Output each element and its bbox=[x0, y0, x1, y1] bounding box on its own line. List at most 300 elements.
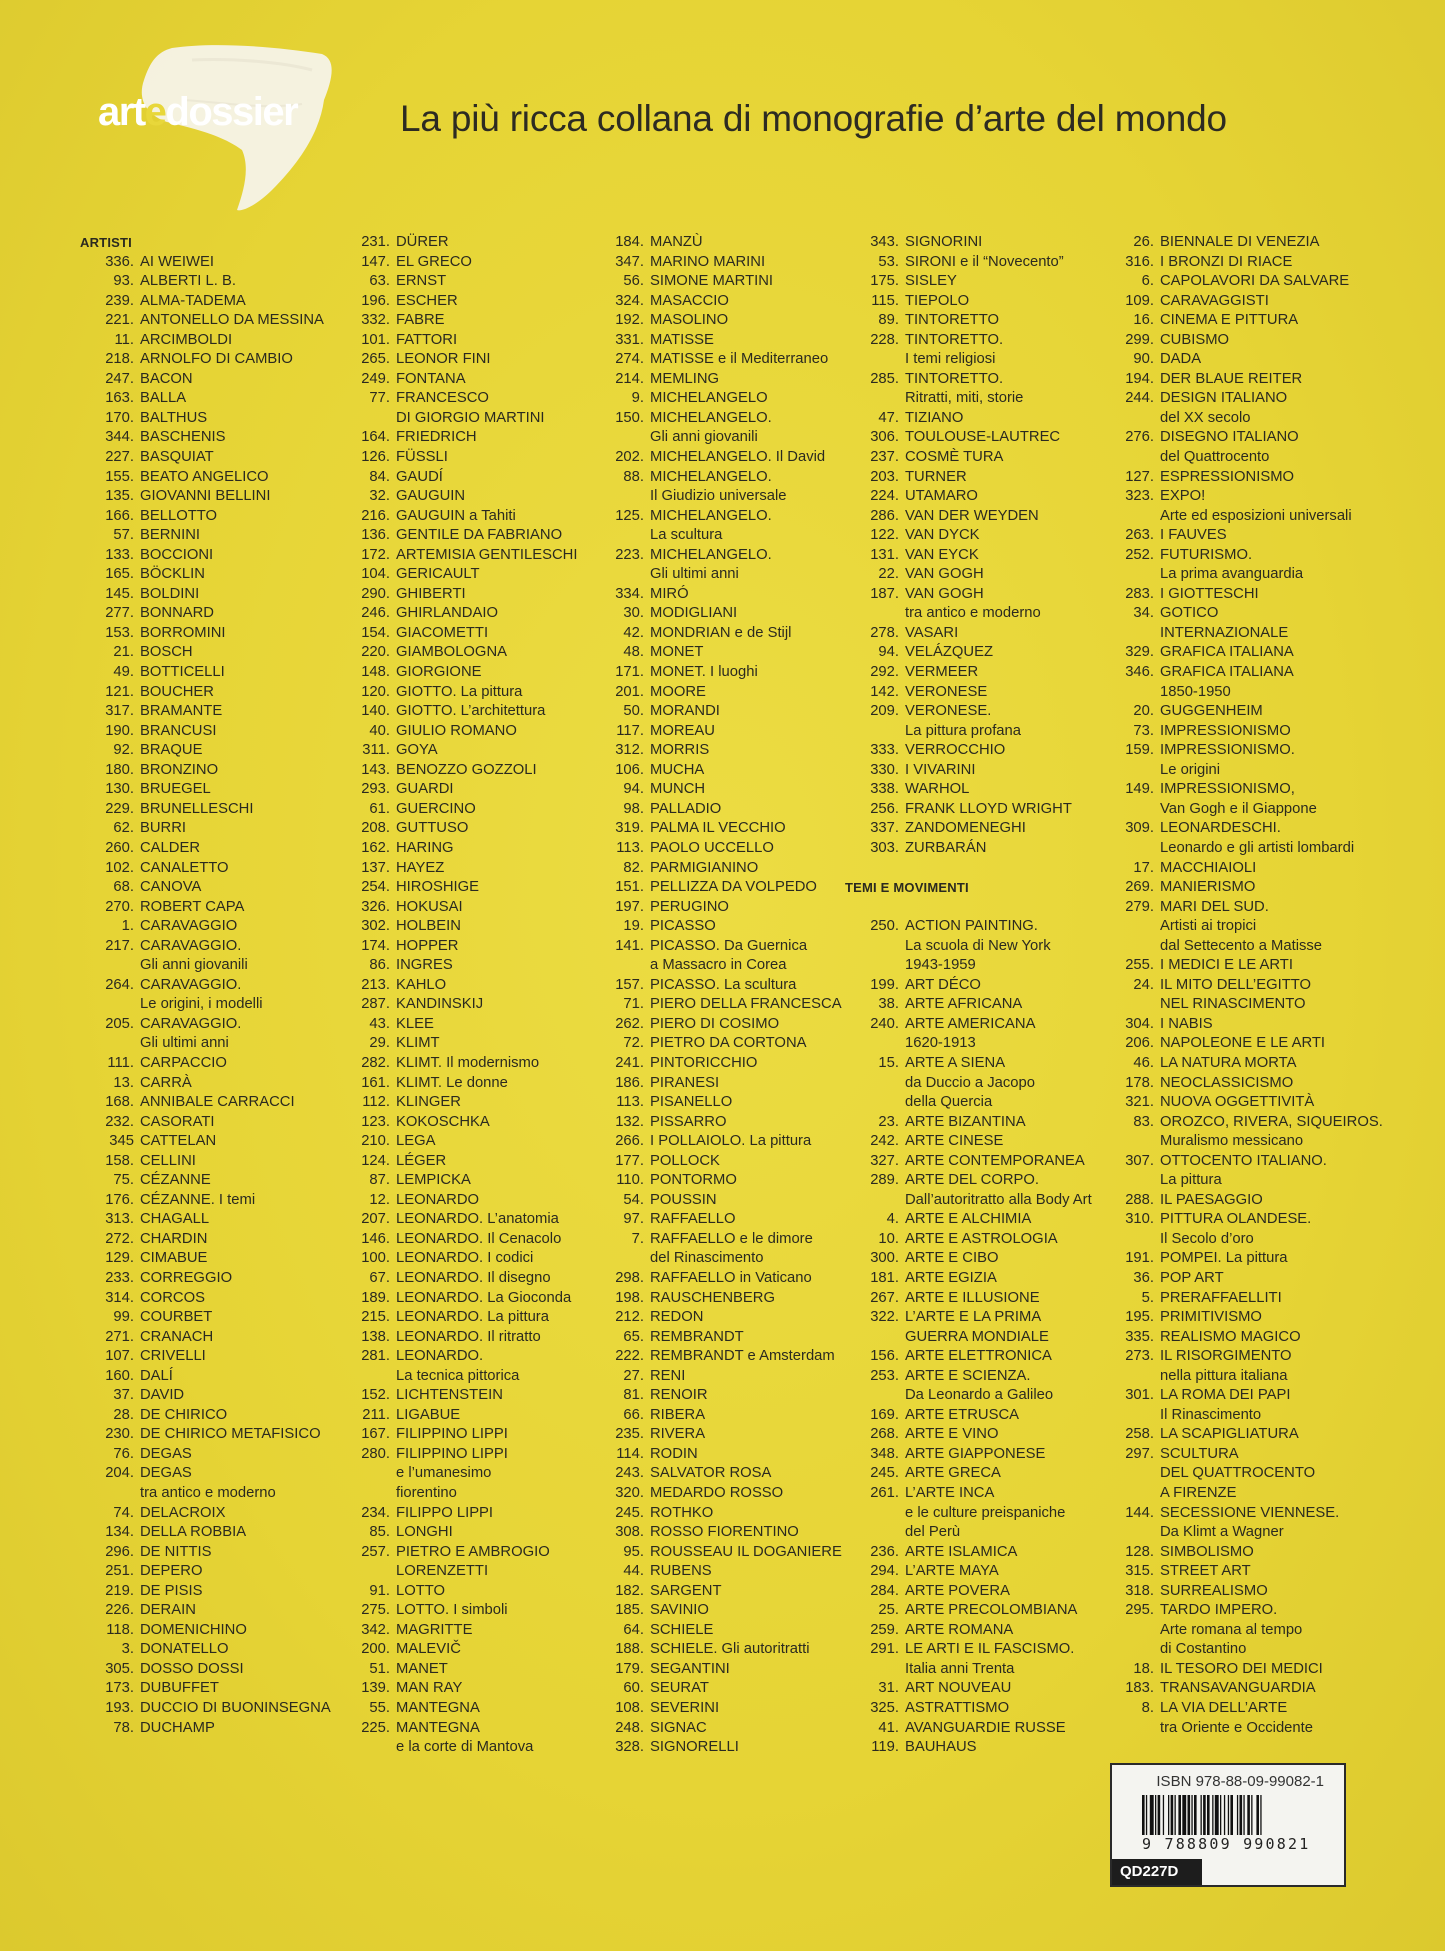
issue-title: COSMÈ TURA bbox=[905, 449, 1004, 466]
issue-title: Gli anni giovanili bbox=[650, 429, 758, 446]
issue-number: 140. bbox=[361, 703, 390, 720]
catalog-entry bbox=[1100, 331, 1350, 351]
issue-title: Arte romana al tempo bbox=[1160, 1621, 1303, 1638]
catalog-entry bbox=[336, 1191, 586, 1211]
catalog-entry bbox=[80, 1269, 330, 1289]
catalog-entry bbox=[80, 389, 330, 409]
catalog-entry bbox=[590, 1289, 840, 1309]
issue-number bbox=[845, 1660, 905, 1680]
issue-title: ART DÉCO bbox=[905, 976, 981, 993]
issue-number: 250. bbox=[870, 918, 899, 935]
catalog-entry bbox=[590, 1738, 840, 1758]
issue-number: 107. bbox=[105, 1348, 134, 1365]
issue-number: 260. bbox=[105, 839, 134, 856]
catalog-entry bbox=[1100, 487, 1350, 507]
catalog-entry bbox=[336, 1445, 586, 1465]
catalog-entry bbox=[845, 448, 1095, 468]
issue-title: VAN DER WEYDEN bbox=[905, 507, 1039, 524]
issue-title: MONDRIAN e de Stijl bbox=[650, 624, 792, 641]
issue-number: 157. bbox=[615, 976, 644, 993]
catalog-entry bbox=[1100, 839, 1355, 859]
issue-number: 15. bbox=[878, 1054, 899, 1071]
issue-title: SIMBOLISMO bbox=[1160, 1543, 1254, 1560]
issue-number: 165. bbox=[105, 566, 134, 583]
catalog-entry bbox=[1100, 1191, 1350, 1211]
catalog-entry bbox=[1100, 1015, 1350, 1035]
issue-title: BIENNALE DI VENEZIA bbox=[1160, 234, 1320, 250]
issue-title: EL GRECO bbox=[396, 253, 472, 270]
catalog-entry bbox=[1100, 1445, 1350, 1465]
catalog-entry bbox=[845, 585, 1095, 605]
catalog-entry bbox=[845, 1074, 1095, 1094]
catalog-entry bbox=[590, 1523, 840, 1543]
catalog-entry bbox=[845, 1269, 1095, 1289]
issue-title: ARCIMBOLDI bbox=[140, 331, 233, 348]
catalog-entry bbox=[845, 1093, 1095, 1113]
catalog-entry bbox=[336, 1074, 586, 1094]
catalog-entry bbox=[845, 1034, 1095, 1054]
catalog-entry bbox=[845, 1582, 1095, 1602]
issue-number: 154. bbox=[361, 624, 390, 641]
issue-title: Da Leonardo a Galileo bbox=[905, 1387, 1054, 1404]
issue-title: ARTE DEL CORPO. bbox=[905, 1172, 1040, 1189]
issue-title: GUERRA MONDIALE bbox=[905, 1328, 1049, 1345]
issue-title: GIULIO ROMANO bbox=[396, 722, 517, 739]
issue-title: CELLINI bbox=[140, 1152, 196, 1169]
issue-number: 275. bbox=[361, 1602, 390, 1619]
catalog-entry bbox=[1100, 995, 1350, 1015]
catalog-entry bbox=[80, 1406, 330, 1426]
catalog-entry bbox=[590, 409, 840, 429]
issue-number: 202. bbox=[615, 449, 644, 466]
catalog-entry bbox=[590, 350, 840, 370]
catalog-entry bbox=[845, 1738, 1095, 1758]
issue-title: GIOTTO. L’architettura bbox=[396, 703, 546, 720]
catalog-entry bbox=[845, 1347, 1095, 1367]
issue-title: POLLOCK bbox=[650, 1152, 720, 1169]
issue-number: 291. bbox=[870, 1641, 899, 1658]
issue-number: 282. bbox=[361, 1054, 390, 1071]
issue-title: PRERAFFAELLITI bbox=[1160, 1289, 1282, 1306]
issue-number: 176. bbox=[105, 1191, 134, 1208]
issue-number: 37. bbox=[113, 1387, 134, 1404]
issue-number: 173. bbox=[105, 1680, 134, 1697]
issue-title: CÉZANNE. I temi bbox=[140, 1191, 256, 1208]
issue-title: PARMIGIANINO bbox=[650, 859, 759, 876]
issue-title: SURREALISMO bbox=[1160, 1582, 1268, 1599]
issue-title: MICHELANGELO bbox=[650, 390, 768, 407]
issue-number: 204. bbox=[105, 1465, 134, 1482]
catalog-entry bbox=[845, 1425, 1095, 1445]
catalog-entry bbox=[336, 1562, 586, 1582]
issue-number bbox=[845, 1523, 905, 1543]
catalog-entry bbox=[590, 1347, 840, 1367]
issue-number bbox=[1100, 1367, 1160, 1387]
issue-title: L’ARTE MAYA bbox=[905, 1563, 999, 1580]
issue-number: 44. bbox=[623, 1563, 644, 1580]
catalog-entry bbox=[845, 526, 1095, 546]
issue-number: 56. bbox=[623, 273, 644, 290]
catalog-entry bbox=[80, 624, 330, 644]
issue-number: 118. bbox=[106, 1621, 134, 1638]
catalog-entry bbox=[845, 1171, 1095, 1191]
issue-number: 253. bbox=[870, 1367, 899, 1384]
issue-number: 212. bbox=[615, 1309, 644, 1326]
catalog-entry bbox=[1100, 1367, 1350, 1387]
issue-number: 142. bbox=[870, 683, 899, 700]
issue-title: KOKOSCHKA bbox=[396, 1113, 490, 1130]
issue-number: 113. bbox=[616, 1094, 644, 1111]
catalog-entry bbox=[80, 526, 330, 546]
issue-number bbox=[1100, 1171, 1160, 1191]
catalog-entry bbox=[590, 526, 840, 546]
issue-number bbox=[1100, 917, 1160, 937]
issue-number: 53. bbox=[878, 253, 899, 270]
issue-title: BALLA bbox=[140, 390, 187, 407]
issue-title: RIVERA bbox=[650, 1426, 706, 1443]
issue-number: 38. bbox=[878, 996, 899, 1013]
catalog-entry bbox=[590, 1504, 840, 1524]
issue-title: del XX secolo bbox=[1160, 409, 1251, 426]
issue-number: 272. bbox=[105, 1230, 134, 1247]
catalog-entry bbox=[336, 898, 586, 918]
issue-title: NAPOLEONE E LE ARTI bbox=[1160, 1035, 1326, 1052]
issue-title: GOYA bbox=[396, 742, 438, 759]
issue-title: nella pittura italiana bbox=[1160, 1367, 1288, 1384]
catalog-entry bbox=[336, 722, 586, 742]
issue-number: 218. bbox=[105, 351, 134, 368]
issue-title: ARTE ISLAMICA bbox=[905, 1543, 1018, 1560]
catalog-entry bbox=[1100, 1132, 1350, 1152]
catalog-entry bbox=[80, 1034, 330, 1054]
issue-title: MICHELANGELO. bbox=[650, 468, 772, 485]
catalog-entry bbox=[1100, 761, 1350, 781]
catalog-entry bbox=[590, 780, 840, 800]
issue-title: RAUSCHENBERG bbox=[650, 1289, 775, 1306]
catalog-entry bbox=[336, 1269, 586, 1289]
issue-title: DESIGN ITALIANO bbox=[1160, 390, 1288, 407]
issue-number: 266. bbox=[615, 1133, 644, 1150]
issue-number: 324. bbox=[615, 292, 644, 309]
issue-title: SIMONE MARTINI bbox=[650, 273, 774, 290]
catalog-entry bbox=[845, 1230, 1095, 1250]
issue-title: MASOLINO bbox=[650, 312, 729, 329]
issue-title: ESCHER bbox=[396, 292, 458, 309]
catalog-entry bbox=[845, 956, 1095, 976]
issue-title: La scultura bbox=[650, 527, 723, 544]
issue-title: MEDARDO ROSSO bbox=[650, 1485, 784, 1501]
headline: La più ricca collana di monografie d’arte del mondo bbox=[400, 98, 1227, 139]
issue-title: ARTE E ASTROLOGIA bbox=[905, 1230, 1058, 1247]
issue-title: BRAMANTE bbox=[140, 703, 223, 720]
issue-title: tra antico e moderno bbox=[140, 1485, 276, 1501]
issue-title: BEATO ANGELICO bbox=[140, 468, 269, 485]
issue-title: LORENZETTI bbox=[396, 1563, 489, 1580]
issue-number: 261. bbox=[870, 1485, 899, 1501]
catalog-entry bbox=[1100, 292, 1350, 312]
issue-number: 307. bbox=[1125, 1152, 1154, 1169]
catalog-entry bbox=[845, 1132, 1095, 1152]
issue-title: MALEVIČ bbox=[396, 1641, 461, 1658]
issue-number: 92. bbox=[113, 742, 134, 759]
issue-title: PIETRO DA CORTONA bbox=[650, 1035, 807, 1052]
issue-title: La tecnica pittorica bbox=[396, 1367, 520, 1384]
issue-title: DERAIN bbox=[140, 1602, 196, 1619]
issue-number: 347. bbox=[615, 253, 644, 270]
catalog-entry bbox=[1100, 1640, 1350, 1660]
issue-title: GUARDI bbox=[396, 781, 454, 798]
catalog-entry bbox=[336, 839, 586, 859]
issue-number: 286. bbox=[870, 507, 899, 524]
issue-title: MANTEGNA bbox=[396, 1719, 480, 1736]
issue-number: 40. bbox=[369, 722, 390, 739]
issue-title: UTAMARO bbox=[905, 488, 978, 505]
issue-title: NEL RINASCIMENTO bbox=[1160, 996, 1306, 1013]
issue-title: CORCOS bbox=[140, 1289, 205, 1306]
issue-number: 138. bbox=[361, 1328, 390, 1345]
barcode-icon bbox=[1142, 1795, 1317, 1835]
catalog-entry bbox=[590, 683, 840, 703]
issue-number: 256. bbox=[870, 800, 899, 817]
catalog-entry bbox=[845, 702, 1095, 722]
issue-title: ART NOUVEAU bbox=[905, 1680, 1012, 1697]
issue-number bbox=[845, 350, 905, 370]
issue-number: 281. bbox=[361, 1348, 390, 1365]
issue-title: PONTORMO bbox=[650, 1172, 737, 1189]
issue-title: CANOVA bbox=[140, 879, 202, 896]
issue-number: 11. bbox=[114, 331, 134, 348]
issue-title: MORRIS bbox=[650, 742, 710, 759]
catalog-entry bbox=[336, 1210, 586, 1230]
issue-number: 167. bbox=[361, 1426, 390, 1443]
catalog-entry bbox=[590, 741, 840, 761]
issue-number: 119. bbox=[871, 1739, 899, 1756]
issue-number: 328. bbox=[615, 1739, 644, 1756]
catalog-entry bbox=[590, 1543, 840, 1563]
issue-number: 305. bbox=[105, 1660, 134, 1677]
catalog-entry bbox=[1100, 604, 1350, 624]
issue-title: ARTE E SCIENZA. bbox=[905, 1367, 1031, 1384]
issue-number: 334. bbox=[615, 585, 644, 602]
issue-number: 311. bbox=[362, 742, 390, 759]
issue-title: TURNER bbox=[905, 468, 967, 485]
issue-title: VAN EYCK bbox=[905, 546, 979, 563]
issue-title: ARTE CINESE bbox=[905, 1133, 1004, 1150]
issue-number: 57. bbox=[113, 527, 134, 544]
catalog-entry bbox=[1100, 1328, 1350, 1348]
issue-number: 89. bbox=[878, 312, 899, 329]
issue-title: ROTHKO bbox=[650, 1504, 714, 1521]
catalog-entry bbox=[336, 1249, 586, 1269]
issue-title: Il Secolo d’oro bbox=[1160, 1230, 1254, 1247]
catalog-entry bbox=[1100, 624, 1350, 644]
catalog-entry bbox=[590, 1562, 840, 1582]
catalog-entry bbox=[1100, 976, 1350, 996]
issue-title: DISEGNO ITALIANO bbox=[1160, 429, 1299, 446]
catalog-entry bbox=[80, 370, 330, 390]
issue-number: 214. bbox=[615, 370, 644, 387]
issue-title: AI WEIWEI bbox=[140, 253, 214, 270]
issue-number: 113. bbox=[616, 839, 644, 856]
issue-number: 203. bbox=[870, 468, 899, 485]
issue-title: CATTELAN bbox=[140, 1133, 217, 1150]
issue-number: 183. bbox=[1125, 1680, 1154, 1697]
issue-number: 87. bbox=[369, 1172, 390, 1189]
catalog-entry bbox=[80, 1093, 330, 1113]
issue-title: FABRE bbox=[396, 312, 445, 329]
catalog-entry bbox=[1100, 1171, 1350, 1191]
issue-number: 251. bbox=[105, 1563, 134, 1580]
issue-title: REALISMO MAGICO bbox=[1160, 1328, 1301, 1345]
issue-number bbox=[845, 1191, 905, 1211]
issue-title: LA SCAPIGLIATURA bbox=[1160, 1426, 1299, 1443]
issue-number: 12. bbox=[369, 1191, 390, 1208]
issue-number: 304. bbox=[1125, 1015, 1154, 1032]
issue-title: e l’umanesimo bbox=[396, 1465, 492, 1482]
issue-title: NUOVA OGGETTIVITÀ bbox=[1160, 1094, 1315, 1111]
issue-title: FILIPPINO LIPPI bbox=[396, 1426, 508, 1443]
issue-number: 193. bbox=[105, 1700, 134, 1717]
issue-title: DI GIORGIO MARTINI bbox=[396, 409, 545, 426]
issue-title: LEONARDESCHI. bbox=[1160, 820, 1281, 837]
issue-number: 312. bbox=[615, 742, 644, 759]
issue-number bbox=[590, 487, 650, 507]
catalog-entry bbox=[336, 1425, 586, 1445]
catalog-entry bbox=[590, 1230, 840, 1250]
issue-title: Le origini, i modelli bbox=[140, 996, 263, 1013]
issue-title: RAFFAELLO in Vaticano bbox=[650, 1269, 812, 1286]
issue-number: 163. bbox=[105, 390, 134, 407]
catalog-entry bbox=[590, 761, 840, 781]
issue-number: 146. bbox=[361, 1230, 390, 1247]
issue-title: SALVATOR ROSA bbox=[650, 1465, 772, 1482]
issue-title: CORREGGIO bbox=[140, 1269, 233, 1286]
catalog-entry bbox=[845, 311, 1095, 331]
issue-title: ERNST bbox=[396, 273, 447, 290]
issue-title: CARRÀ bbox=[140, 1074, 192, 1091]
catalog-entry bbox=[336, 1132, 586, 1152]
issue-number: 147. bbox=[361, 253, 390, 270]
issue-number: 259. bbox=[870, 1621, 899, 1638]
catalog-entry bbox=[845, 487, 1095, 507]
issue-title: IMPRESSIONISMO, bbox=[1160, 781, 1295, 798]
issue-title: GRAFICA ITALIANA bbox=[1160, 644, 1294, 661]
catalog-entry bbox=[845, 761, 1095, 781]
catalog-entry bbox=[590, 585, 840, 605]
issue-number: 294. bbox=[870, 1563, 899, 1580]
issue-title: ARTE E ALCHIMIA bbox=[905, 1211, 1032, 1228]
issue-title: BORROMINI bbox=[140, 624, 226, 641]
catalog-entry bbox=[845, 1191, 1095, 1211]
issue-number: 316. bbox=[1125, 253, 1154, 270]
catalog-entry bbox=[80, 1249, 330, 1269]
catalog-entry bbox=[336, 468, 586, 488]
issue-number: 303. bbox=[870, 839, 899, 856]
issue-title: KAHLO bbox=[396, 976, 447, 993]
catalog-entry bbox=[845, 1523, 1095, 1543]
issue-title: PRIMITIVISMO bbox=[1160, 1309, 1262, 1326]
issue-title: VERONESE. bbox=[905, 703, 992, 720]
issue-number: 290. bbox=[361, 585, 390, 602]
catalog-entry bbox=[845, 976, 1095, 996]
catalog-entry bbox=[590, 1113, 840, 1133]
catalog-column-1 bbox=[80, 233, 330, 1738]
issue-number bbox=[590, 428, 650, 448]
issue-title: SEVERINI bbox=[650, 1700, 720, 1717]
issue-number: 20. bbox=[1133, 703, 1154, 720]
issue-number: 222. bbox=[615, 1348, 644, 1365]
catalog-entry bbox=[336, 448, 586, 468]
catalog-entry bbox=[590, 1640, 840, 1660]
issue-number: 280. bbox=[361, 1445, 390, 1462]
issue-number: 110. bbox=[616, 1172, 644, 1189]
issue-title: PINTORICCHIO bbox=[650, 1054, 758, 1071]
issue-number bbox=[845, 1386, 905, 1406]
issue-title: ACTION PAINTING. bbox=[905, 918, 1038, 935]
issue-title: MICHELANGELO. bbox=[650, 507, 772, 524]
issue-number: 206. bbox=[1125, 1035, 1154, 1052]
issue-number: 225. bbox=[361, 1719, 390, 1736]
catalog-entry bbox=[590, 1054, 840, 1074]
issue-title: LEONARDO. L’anatomia bbox=[396, 1211, 559, 1228]
catalog-entry bbox=[1100, 702, 1350, 722]
catalog-entry bbox=[590, 1699, 840, 1719]
catalog-entry bbox=[1100, 1425, 1350, 1445]
catalog-entry bbox=[590, 878, 840, 898]
catalog-entry bbox=[1100, 917, 1350, 937]
issue-number: 269. bbox=[1125, 879, 1154, 896]
issue-title: ZURBARÁN bbox=[905, 839, 987, 856]
issue-number: 77. bbox=[369, 390, 390, 407]
issue-title: di Costantino bbox=[1160, 1641, 1247, 1658]
catalog-entry bbox=[80, 331, 330, 351]
catalog-entry bbox=[336, 1054, 586, 1074]
catalog-entry bbox=[845, 233, 1095, 253]
issue-number: 72. bbox=[623, 1035, 644, 1052]
issue-title: LA ROMA DEI PAPI bbox=[1160, 1387, 1291, 1404]
issue-number: 182. bbox=[615, 1582, 644, 1599]
issue-number: 54. bbox=[623, 1191, 644, 1208]
issue-title: GAUGUIN bbox=[396, 488, 466, 505]
issue-title: BASCHENIS bbox=[140, 429, 226, 446]
issue-number: 217. bbox=[105, 937, 134, 954]
catalog-entry bbox=[590, 819, 840, 839]
issue-title: PIRANESI bbox=[650, 1074, 720, 1091]
issue-number: 148. bbox=[361, 664, 390, 681]
issue-number: 144. bbox=[1125, 1504, 1154, 1521]
issue-number: 345 bbox=[109, 1133, 134, 1150]
catalog-entry bbox=[80, 702, 330, 722]
issue-number: 255. bbox=[1125, 957, 1154, 974]
issue-number: 277. bbox=[105, 605, 134, 622]
catalog-entry bbox=[336, 878, 586, 898]
section-heading: ARTISTI bbox=[80, 235, 132, 250]
catalog-entry bbox=[80, 1640, 330, 1660]
issue-title: GIOVANNI BELLINI bbox=[140, 488, 271, 505]
catalog-entry bbox=[1100, 1621, 1350, 1641]
issue-number: 344. bbox=[105, 429, 134, 446]
issue-title: POMPEI. La pittura bbox=[1160, 1250, 1288, 1267]
issue-title: GENTILE DA FABRIANO bbox=[396, 527, 563, 544]
issue-title: PISSARRO bbox=[650, 1113, 727, 1130]
catalog-entry bbox=[1100, 1523, 1350, 1543]
issue-title: ANTONELLO DA MESSINA bbox=[140, 312, 324, 329]
issue-number bbox=[1100, 1230, 1160, 1250]
issue-title: DÜRER bbox=[396, 234, 449, 250]
issue-title: LEMPICKA bbox=[396, 1172, 471, 1189]
catalog-entry bbox=[80, 1191, 330, 1211]
issue-title: ASTRATTISMO bbox=[905, 1700, 1010, 1717]
